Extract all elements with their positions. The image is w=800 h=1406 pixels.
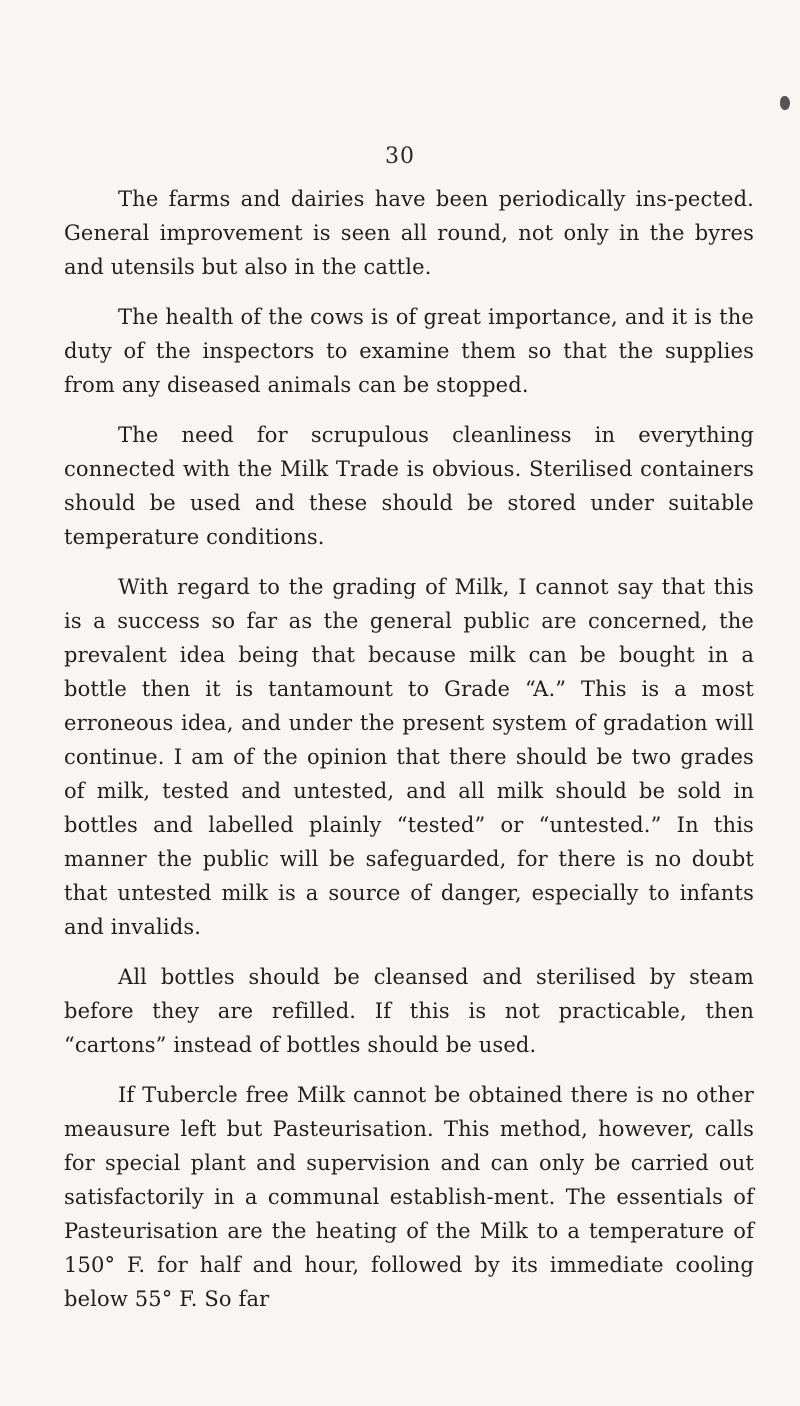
paragraph-cleanliness: The need for scrupulous cleanliness in everything connected with the Milk Trade is obvious. Sterilised containers should be used and these should be stored under suitable temperature conditions.	[64, 423, 754, 549]
ink-blot-mark	[780, 96, 790, 110]
page-number: 30	[385, 144, 415, 169]
paragraph-bottle-sterilisation: All bottles should be cleansed and sterilised by steam before they are refilled. If this is not practicable, then “cartons” instead of bottles should be used.	[64, 965, 754, 1057]
paragraph-milk-grading: With regard to the grading of Milk, I cannot say that this is a success so far as the general public are concerned, the prevalent idea being that because milk can be bought in a bottle then it is tantamount to Grade “A.” This is a most erroneous idea, and under the present system of gradation will continue. I am of the opinion that there should be two grades of milk, tested and untested, and all milk should be sold in bottles and labelled plainly “tested” or “untested.” In this manner the public will be safeguarded, for there is no doubt that untested milk is a source of danger, especially to infants and invalids.	[64, 575, 754, 939]
paragraph-pasteurisation: If Tubercle free Milk cannot be obtained there is no other meausure left but Pasteurisation. This method, however, calls for special plant and supervision and can only be carried out satisfactorily in a communal establish-ment. The essentials of Pasteurisation are the heating of the Milk to a temperature of 150° F. for half and hour, followed by its immediate cooling below 55° F. So far	[64, 1083, 754, 1311]
body-text	[64, 182, 754, 1332]
paragraph-cow-health: The health of the cows is of great importance, and it is the duty of the inspectors to examine them so that the supplies from any diseased animals can be stopped.	[64, 305, 754, 397]
paragraph-farms-inspection: The farms and dairies have been periodically ins-pected. General improvement is seen all round, not only in the byres and utensils but also in the cattle.	[64, 187, 754, 279]
